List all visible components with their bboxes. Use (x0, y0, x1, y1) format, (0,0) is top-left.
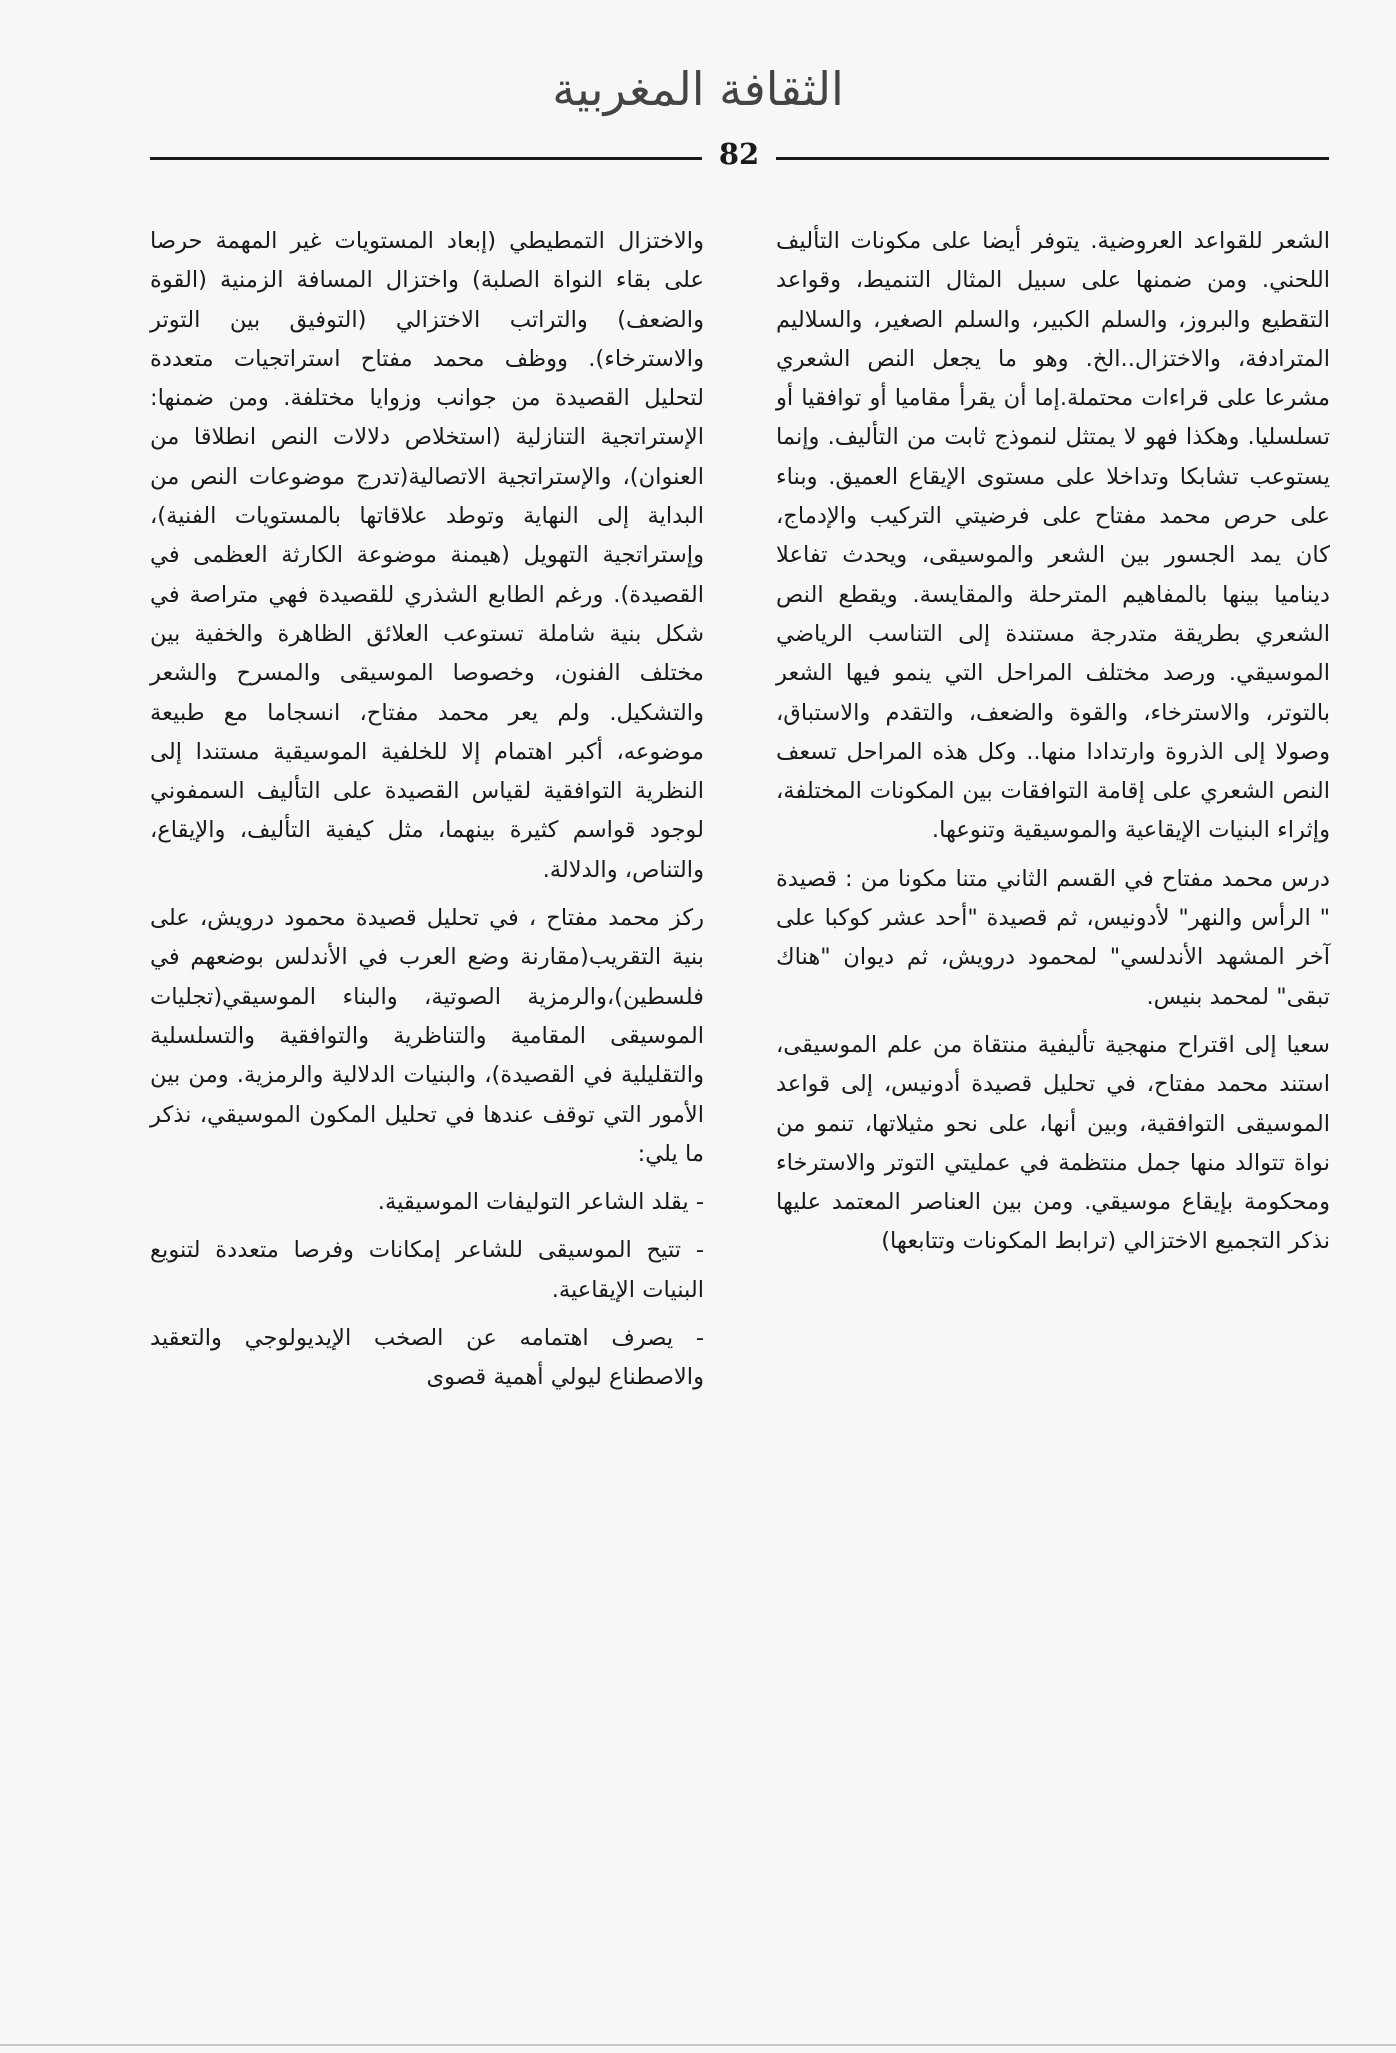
bullet-item: - تتيح الموسيقى للشاعر إمكانات وفرصا متعددة لتنويع البنيات الإيقاعية. (150, 1237, 704, 1303)
paragraph: والاختزال التمطيطي (إبعاد المستويات غير المهمة حرصا على بقاء النواة الصلبة) واختزال المسافة الزمنية (القوة والضعف) والتراتب الاختزالي (التوفيق بين التوتر والاسترخاء). ووظف محمد مفتاح استراتجيات متعددة لتحليل القصيدة من جوانب وزوايا مختلفة. ومن ضمنها: الإستراتجية التنازلية (استخلاص دلالات النص انطلاقا من العنوان)، والإستراتجية الاتصالية(تدرج موضوعات النص من البداية إلى النهاية وتوطد علاقاتها بالمستويات الفنية)، وإستراتجية التهويل (هيمنة موضوعة الكارثة العظمى في القصيدة). ورغم الطابع الشذري للقصيدة فهي متراصة في شكل بنية شاملة تستوعب العلائق الظاهرة والخفية بين مختلف الفنون، وخصوصا الموسيقى والمسرح والشعر والتشكيل. ولم يعر محمد مفتاح، انسجاما مع طبيعة موضوعه، أكبر اهتمام إلا للخلفية الموسيقية مستندا إلى النظرية التوافقية لقياس القصيدة على التأليف السمفوني لوجود قواسم كثيرة بينهما، مثل كيفية التأليف، والإيقاع، والتناص، والدلالة. (150, 228, 704, 883)
right-column (776, 222, 1330, 1271)
bullet-item: - يصرف اهتمامه عن الصخب الإيديولوجي والتعقيد والاصطناع ليولي أهمية قصوى (150, 1325, 704, 1391)
paragraph: ركز محمد مفتاح ، في تحليل قصيدة محمود درويش، على بنية التقريب(مقارنة وضع العرب في الأندلس بوضعهم في فلسطين)،والرمزية الصوتية، والبناء الموسيقي(تجليات الموسيقى المقامية والتناظرية والتوافقية والتسلسلية والتقليلية في القصيدة)، والبنيات الدلالية والرمزية. ومن بين الأمور التي توقف عندها في تحليل المكون الموسيقي، نذكر ما يلي: (150, 905, 704, 1167)
paragraph: سعيا إلى اقتراح منهجية تأليفية منتقاة من علم الموسيقى، استند محمد مفتاح، في تحليل قصيدة أدونيس، إلى قواعد الموسيقى التوافقية، وبين أنها، على نحو مثيلاتها، تنمو من نواة تتوالد منها جمل منتظمة في عمليتي التوتر والاسترخاء ومحكومة بإيقاع موسيقي. ومن بين العناصر المعتمد عليها نذكر التجميع الاختزالي (ترابط المكونات وتتابعها) (776, 1031, 1330, 1255)
scan-edge-line (0, 2044, 1396, 2046)
header-rule-left (150, 157, 702, 160)
left-column (150, 222, 704, 1407)
paragraph: درس محمد مفتاح في القسم الثاني متنا مكونا من : قصيدة " الرأس والنهر" لأدونيس، ثم قصيدة "أحد عشر كوكبا على آخر المشهد الأندلسي" لمحمود درويش، ثم ديوان "هناك تبقى" لمحمد بنيس. (776, 865, 1330, 1010)
paragraph: الشعر للقواعد العروضية. يتوفر أيضا على مكونات التأليف اللحني. ومن ضمنها على سبيل المثال التنميط، وقواعد التقطيع والبروز، والسلم الكبير، والسلم الصغير، والسلاليم المترادفة، والاختزال..الخ. وهو ما يجعل النص الشعري مشرعا على قراءات محتملة.إما أن يقرأ مقاميا أو توافقيا أو تسلسليا. وهكذا فهو لا يمتثل لنموذج ثابت من التأليف. وإنما يستوعب تشابكا وتداخلا على مستوى الإيقاع العميق. وبناء على حرص محمد مفتاح على فرضيتي التركيب والإدماج، كان يمد الجسور بين الشعر والموسيقى، ويحدث تفاعلا ديناميا بينها بالمفاهيم المترحلة والمقايسة. ويقطع النص الشعري بطريقة متدرجة مستندة إلى التناسب الرياضي الموسيقي. ورصد مختلف المراحل التي ينمو فيها الشعر بالتوتر، والاسترخاء، والقوة والضعف، والتقدم والاستباق، وصولا إلى الذروة وارتدادا منها.. وكل هذه المراحل تسعف النص الشعري على إقامة التوافقات بين المكونات المختلفة، وإثراء البنيات الإيقاعية والموسيقية وتنوعها. (776, 228, 1330, 844)
header-rule-right (776, 157, 1329, 160)
bullet-item: - يقلد الشاعر التوليفات الموسيقية. (377, 1189, 704, 1216)
page-number: 82 (718, 137, 760, 171)
journal-title: الثقافة المغربية (552, 62, 844, 116)
